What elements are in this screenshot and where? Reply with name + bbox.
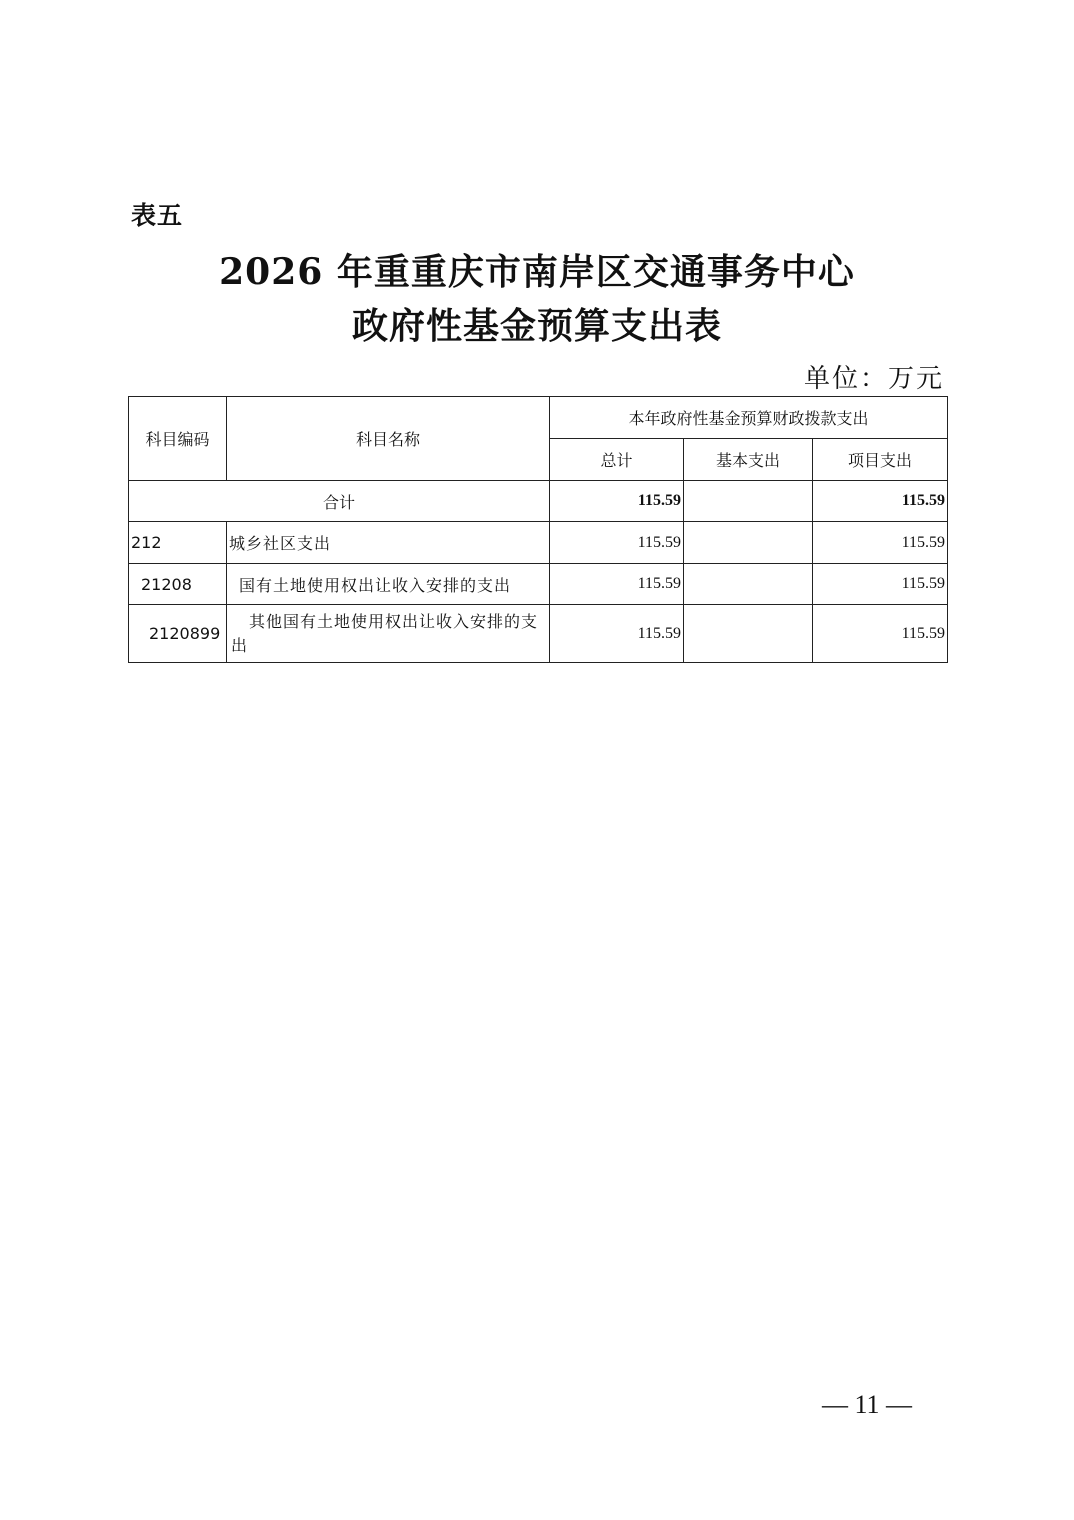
- table-row: [129, 564, 948, 605]
- header-project: 项目支出: [813, 439, 948, 481]
- row-name: 其他国有土地使用权出让收入安排的支出: [227, 605, 550, 663]
- total-basic: [684, 481, 813, 522]
- row-basic: [684, 522, 813, 564]
- total-project: 115.59: [813, 481, 948, 522]
- page-number: — 11 —: [821, 1390, 913, 1419]
- row-total: 115.59: [550, 605, 684, 663]
- row-code: 2120899: [129, 605, 227, 663]
- header-code: 科目编码: [129, 397, 227, 481]
- budget-table: [128, 396, 948, 663]
- row-project: 115.59: [813, 522, 948, 564]
- row-basic: [684, 605, 813, 663]
- header-row-1: [129, 397, 948, 439]
- row-name: 国有土地使用权出让收入安排的支出: [227, 564, 550, 605]
- total-label: 合计: [129, 481, 550, 522]
- row-code: 21208: [129, 564, 227, 605]
- total-total: 115.59: [550, 481, 684, 522]
- unit-label: 单位：万元: [803, 364, 944, 394]
- row-name: 城乡社区支出: [227, 522, 550, 564]
- document-title-line2: 政府性基金预算支出表: [351, 305, 722, 347]
- total-row: [129, 481, 948, 522]
- row-total: 115.59: [550, 522, 684, 564]
- table-label: 表五: [131, 201, 184, 230]
- header-total: 总计: [550, 439, 684, 481]
- row-project: 115.59: [813, 564, 948, 605]
- table-row: [129, 522, 948, 564]
- header-name: 科目名称: [227, 397, 550, 481]
- row-total: 115.59: [550, 564, 684, 605]
- table-row: [129, 605, 948, 663]
- header-basic: 基本支出: [684, 439, 813, 481]
- row-basic: [684, 564, 813, 605]
- row-project: 115.59: [813, 605, 948, 663]
- row-code: 212: [129, 522, 227, 564]
- document-title-line1: 2026 年重重庆市南岸区交通事务中心: [219, 251, 855, 293]
- header-group: 本年政府性基金预算财政拨款支出: [550, 397, 948, 439]
